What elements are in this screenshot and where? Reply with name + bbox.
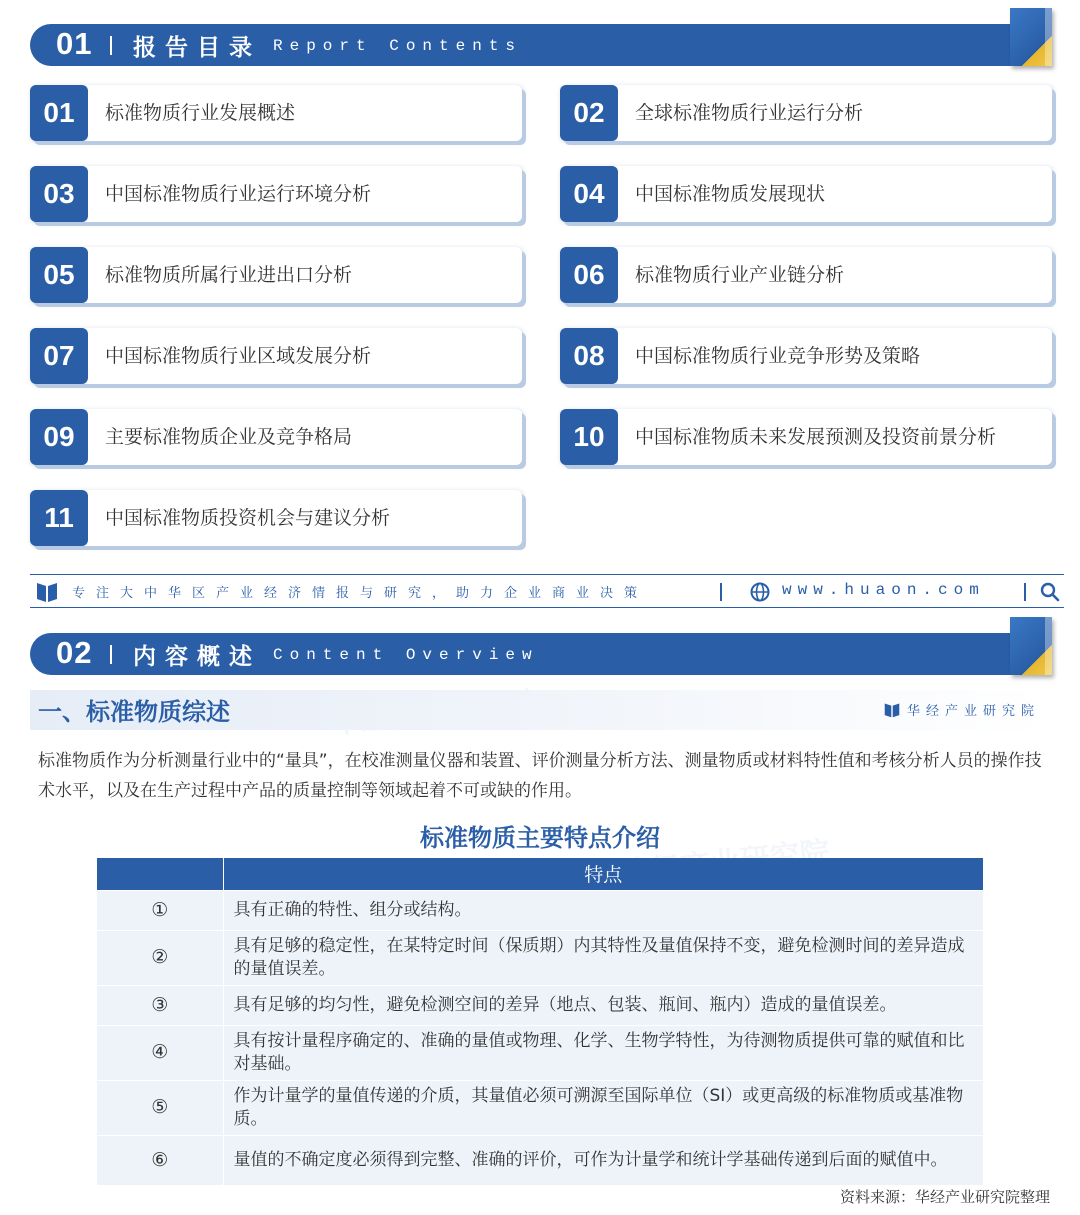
slogan-text: 专注大中华区产业经济情报与研究，助力企业商业决策 [72,586,649,601]
sub-heading-title: 一、标准物质综述 [38,698,230,726]
row-text: 作为计量学的量值传递的介质，其量值必须可溯源至国际单位（SI）或更高级的标准物质或基准物质。 [223,1080,983,1135]
toc-item-label: 中国标准物质行业区域发展分析 [105,345,372,367]
search-icon[interactable] [1040,582,1060,602]
divider [110,36,112,55]
report-cover-icon [1010,617,1052,675]
org-name: 华经产业研究院 [906,704,1040,719]
toc-item-label: 标准物质行业发展概述 [105,102,296,124]
row-text: 具有正确的特性、组分或结构。 [223,890,983,930]
row-text: 具有足够的稳定性，在某特定时间（保质期）内其特性及量值保持不变，避免检测时间的差异造成的量值误差。 [223,930,983,985]
toc-item[interactable] [30,166,522,222]
globe-icon [750,582,770,602]
toc-item-number: 09 [30,409,88,465]
source-note: 资料来源：华经产业研究院整理 [839,1188,1050,1206]
row-index: ⑥ [97,1135,223,1185]
divider [720,583,722,601]
slogan-bar [30,574,1064,608]
toc-item-label: 标准物质行业产业链分析 [635,264,845,286]
overview-paragraph: 标准物质作为分析测量行业中的“量具”，在校准测量仪器和装置、评价测量分析方法、测量物质或材料特性值和考核分析人员的操作技术水平，以及在生产过程中产品的质量控制等领域起着不可或缺的作用。 [38,751,1042,801]
table-header-cell: 特点 [223,858,983,890]
toc-item[interactable] [30,85,522,141]
table-header-row [97,858,983,890]
website-link[interactable]: www.huaon.com [782,581,985,599]
table-title: 标准物质主要特点介绍 [420,824,660,852]
table-row [97,1135,983,1185]
toc-item-label: 中国标准物质投资机会与建议分析 [105,507,391,529]
toc-item-number: 01 [30,85,88,141]
section-number: 02 [56,635,93,670]
toc-item-label: 全球标准物质行业运行分析 [635,102,864,124]
section-title-en: Report Contents [273,37,523,55]
toc-item[interactable] [560,409,1052,465]
toc-item[interactable] [30,328,522,384]
toc-item-number: 10 [560,409,618,465]
book-logo-icon [36,581,58,603]
row-index: ⑤ [97,1080,223,1135]
toc-item-number: 06 [560,247,618,303]
toc-item-number: 05 [30,247,88,303]
row-index: ④ [97,1025,223,1080]
report-cover-icon [1010,8,1052,66]
toc-item-number: 11 [30,490,88,546]
divider [1024,583,1026,601]
toc-item[interactable] [30,490,522,546]
section-title-cn: 内容概述 [133,644,261,670]
table-row [97,930,983,985]
section-banner-overview [30,633,1050,675]
row-text: 具有按计量程序确定的、准确的量值或物理、化学、生物学特性，为待测物质提供可靠的赋值和比对基础。 [223,1025,983,1080]
features-table [97,858,983,1185]
table-row [97,1080,983,1135]
table-header-cell [97,858,223,890]
divider [110,645,112,664]
section-number: 01 [56,26,93,61]
toc-item-label: 中国标准物质行业运行环境分析 [105,183,372,205]
table-row [97,1025,983,1080]
row-index: ② [97,930,223,985]
toc-item[interactable] [560,166,1052,222]
toc-item-label: 标准物质所属行业进出口分析 [105,264,353,286]
section-banner-contents [30,24,1050,66]
toc-item-label: 中国标准物质发展现状 [635,183,826,205]
row-index: ③ [97,985,223,1025]
toc-item[interactable] [30,247,522,303]
toc-item[interactable] [560,247,1052,303]
toc-item-label: 中国标准物质行业竞争形势及策略 [635,345,921,367]
section-title-cn: 报告目录 [133,35,261,61]
table-row [97,890,983,930]
row-text: 量值的不确定度必须得到完整、准确的评价，可作为计量学和统计学基础传递到后面的赋值中。 [223,1135,983,1185]
toc-item-number: 04 [560,166,618,222]
toc-item-number: 08 [560,328,618,384]
row-index: ① [97,890,223,930]
toc-item-label: 中国标准物质未来发展预测及投资前景分析 [635,426,997,448]
toc-item[interactable] [560,85,1052,141]
toc-item-number: 02 [560,85,618,141]
toc-item-number: 03 [30,166,88,222]
toc-item-label: 主要标准物质企业及竞争格局 [105,426,353,448]
sub-heading-bar [30,690,1050,730]
toc-item[interactable] [560,328,1052,384]
row-text: 具有足够的均匀性，避免检测空间的差异（地点、包装、瓶间、瓶内）造成的量值误差。 [223,985,983,1025]
toc-item-number: 07 [30,328,88,384]
book-logo-icon [884,702,900,718]
table-row [97,985,983,1025]
toc-item[interactable] [30,409,522,465]
section-title-en: Content Overview [273,646,539,664]
